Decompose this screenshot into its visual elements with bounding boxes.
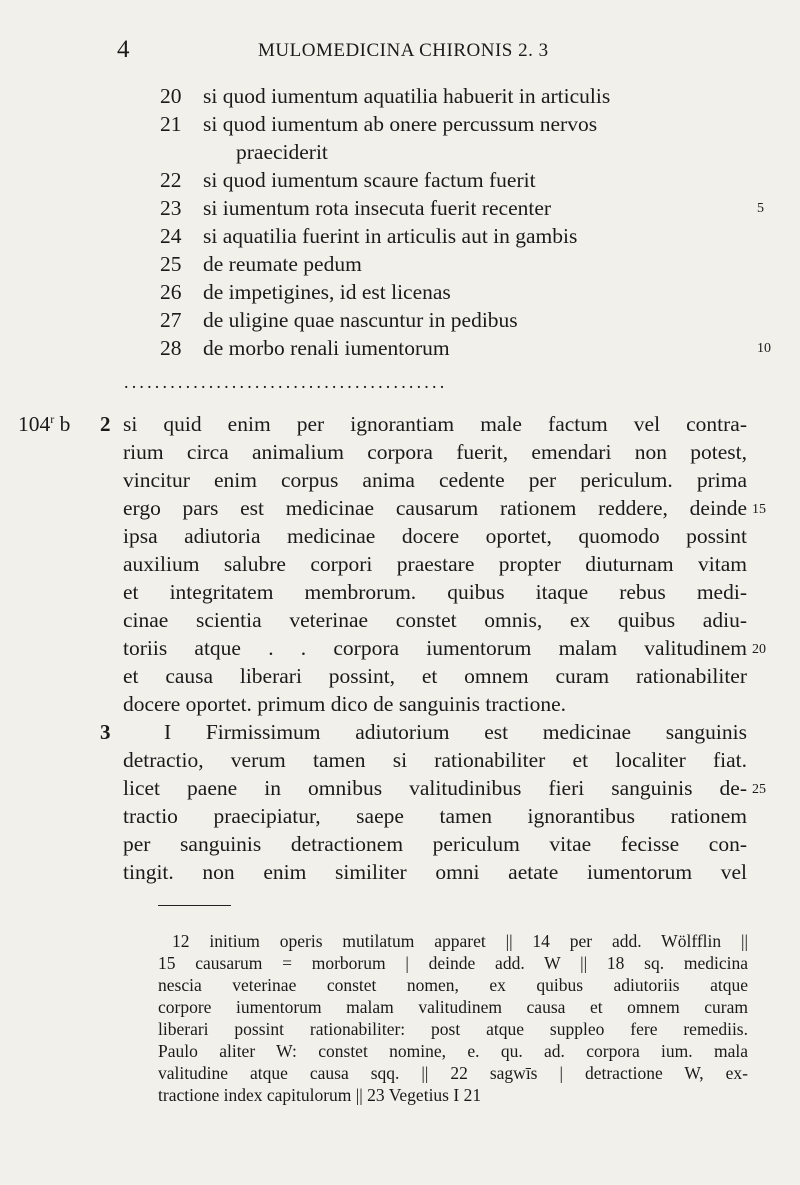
text-line: et integritatem membrorum. quibus itaque rebus medi- bbox=[123, 580, 747, 604]
note-line: 15 causarum = morborum | deinde add. W || 18 sq. medicina bbox=[158, 953, 748, 973]
line-number: 10 bbox=[757, 341, 771, 356]
note-line: corpore iumentorum malam valitudinem causa et omnem curam bbox=[158, 997, 748, 1017]
text-line: vincitur enim corpus anima cedente per periculum. prima bbox=[123, 468, 747, 492]
chapter-entry bbox=[0, 252, 800, 280]
chapter-title: de uligine quae nascuntur in pedibus bbox=[203, 308, 518, 332]
note-line: tractione index capitulorum || 23 Vegetius I 21 bbox=[158, 1085, 482, 1105]
chapter-title-continuation: praeciderit bbox=[236, 140, 328, 164]
text-line: ipsa adiutoria medicinae docere oportet, quomodo possint bbox=[123, 524, 747, 548]
note-line: liberari possint rationabiliter: post atque suppleo fere remediis. bbox=[158, 1019, 748, 1039]
chapter-entry bbox=[0, 84, 800, 112]
text-line: tractio praecipiatur, saepe tamen ignorantibus rationem bbox=[123, 804, 747, 828]
chapter-number: 21 bbox=[160, 112, 182, 136]
chapter-number: 22 bbox=[160, 168, 182, 192]
line-number: 20 bbox=[752, 642, 766, 657]
text-line: per sanguinis detractionem periculum vitae fecisse con- bbox=[123, 832, 747, 856]
running-title: MULOMEDICINA CHIRONIS 2. 3 bbox=[258, 40, 549, 61]
chapter-entry bbox=[0, 280, 800, 308]
line-number: 15 bbox=[752, 502, 766, 517]
running-header bbox=[0, 36, 800, 66]
note-line: nescia veterinae constet nomen, ex quibus adiutoriis atque bbox=[158, 975, 748, 995]
chapter-entry bbox=[0, 336, 800, 364]
chapter-title: de impetigines, id est licenas bbox=[203, 280, 451, 304]
text-line: detractio, verum tamen si rationabiliter et localiter fiat. bbox=[123, 748, 747, 772]
text-line: et causa liberari possint, et omnem curam rationabiliter bbox=[123, 664, 747, 688]
text-line: rium circa animalium corpora fuerit, emendari non potest, bbox=[123, 440, 747, 464]
chapter-entry bbox=[0, 224, 800, 252]
chapter-number: 28 bbox=[160, 336, 182, 360]
lacuna-dots: .......................................... bbox=[124, 372, 448, 392]
chapter-entry bbox=[0, 112, 800, 140]
chapter-title: de morbo renali iumentorum bbox=[203, 336, 450, 360]
footnote-rule bbox=[158, 905, 231, 906]
chapter-entry bbox=[0, 308, 800, 336]
chapter-number: 20 bbox=[160, 84, 182, 108]
note-line: Paulo aliter W: constet nomine, e. qu. ad. corpora ium. mala bbox=[158, 1041, 748, 1061]
text-line: I Firmissimum adiutorium est medicinae sanguinis bbox=[164, 720, 747, 744]
line-number: 25 bbox=[752, 782, 766, 797]
chapter-entry-continuation bbox=[0, 140, 800, 168]
chapter-entry bbox=[0, 196, 800, 224]
note-line: valitudine atque causa sqq. || 22 sagwīs | detractione W, ex- bbox=[158, 1063, 748, 1083]
chapter-title: si quod iumentum aquatilia habuerit in articulis bbox=[203, 84, 611, 108]
chapter-number: 23 bbox=[160, 196, 182, 220]
line-number: 5 bbox=[757, 201, 764, 216]
section-number: 3 bbox=[100, 720, 111, 744]
folio-marker: 104$^r$ b bbox=[18, 412, 71, 437]
chapter-number: 25 bbox=[160, 252, 182, 276]
text-line: si quid enim per ignorantiam male factum vel contra- bbox=[123, 412, 747, 436]
section-number: 2 bbox=[100, 412, 111, 436]
text-line: auxilium salubre corpori praestare propter diuturnam vitam bbox=[123, 552, 747, 576]
text-line: ergo pars est medicinae causarum rationem reddere, deinde bbox=[123, 496, 747, 520]
text-line: licet paene in omnibus valitudinibus fieri sanguinis de- bbox=[123, 776, 747, 800]
note-line: 12 initium operis mutilatum apparet || 14 per add. Wölfflin || bbox=[172, 931, 748, 951]
text-line: cinae scientia veterinae constet omnis, ex quibus adiu- bbox=[123, 608, 747, 632]
chapter-title: de reumate pedum bbox=[203, 252, 362, 276]
chapter-number: 24 bbox=[160, 224, 182, 248]
chapter-title: si quod iumentum scaure factum fuerit bbox=[203, 168, 536, 192]
chapter-entry bbox=[0, 168, 800, 196]
chapter-title: si aquatilia fuerint in articulis aut in gambis bbox=[203, 224, 578, 248]
chapter-number: 26 bbox=[160, 280, 182, 304]
text-line: tingit. non enim similiter omni aetate iumentorum vel bbox=[123, 860, 747, 884]
chapter-number: 27 bbox=[160, 308, 182, 332]
text-line: docere oportet. primum dico de sanguinis tractione. bbox=[123, 692, 567, 716]
chapter-title: si quod iumentum ab onere percussum nervos bbox=[203, 112, 598, 136]
chapter-title: si iumentum rota insecuta fuerit recenter bbox=[203, 196, 552, 220]
text-line: toriis atque . . corpora iumentorum malam valitudinem bbox=[123, 636, 747, 660]
page-number: 4 bbox=[117, 36, 130, 63]
